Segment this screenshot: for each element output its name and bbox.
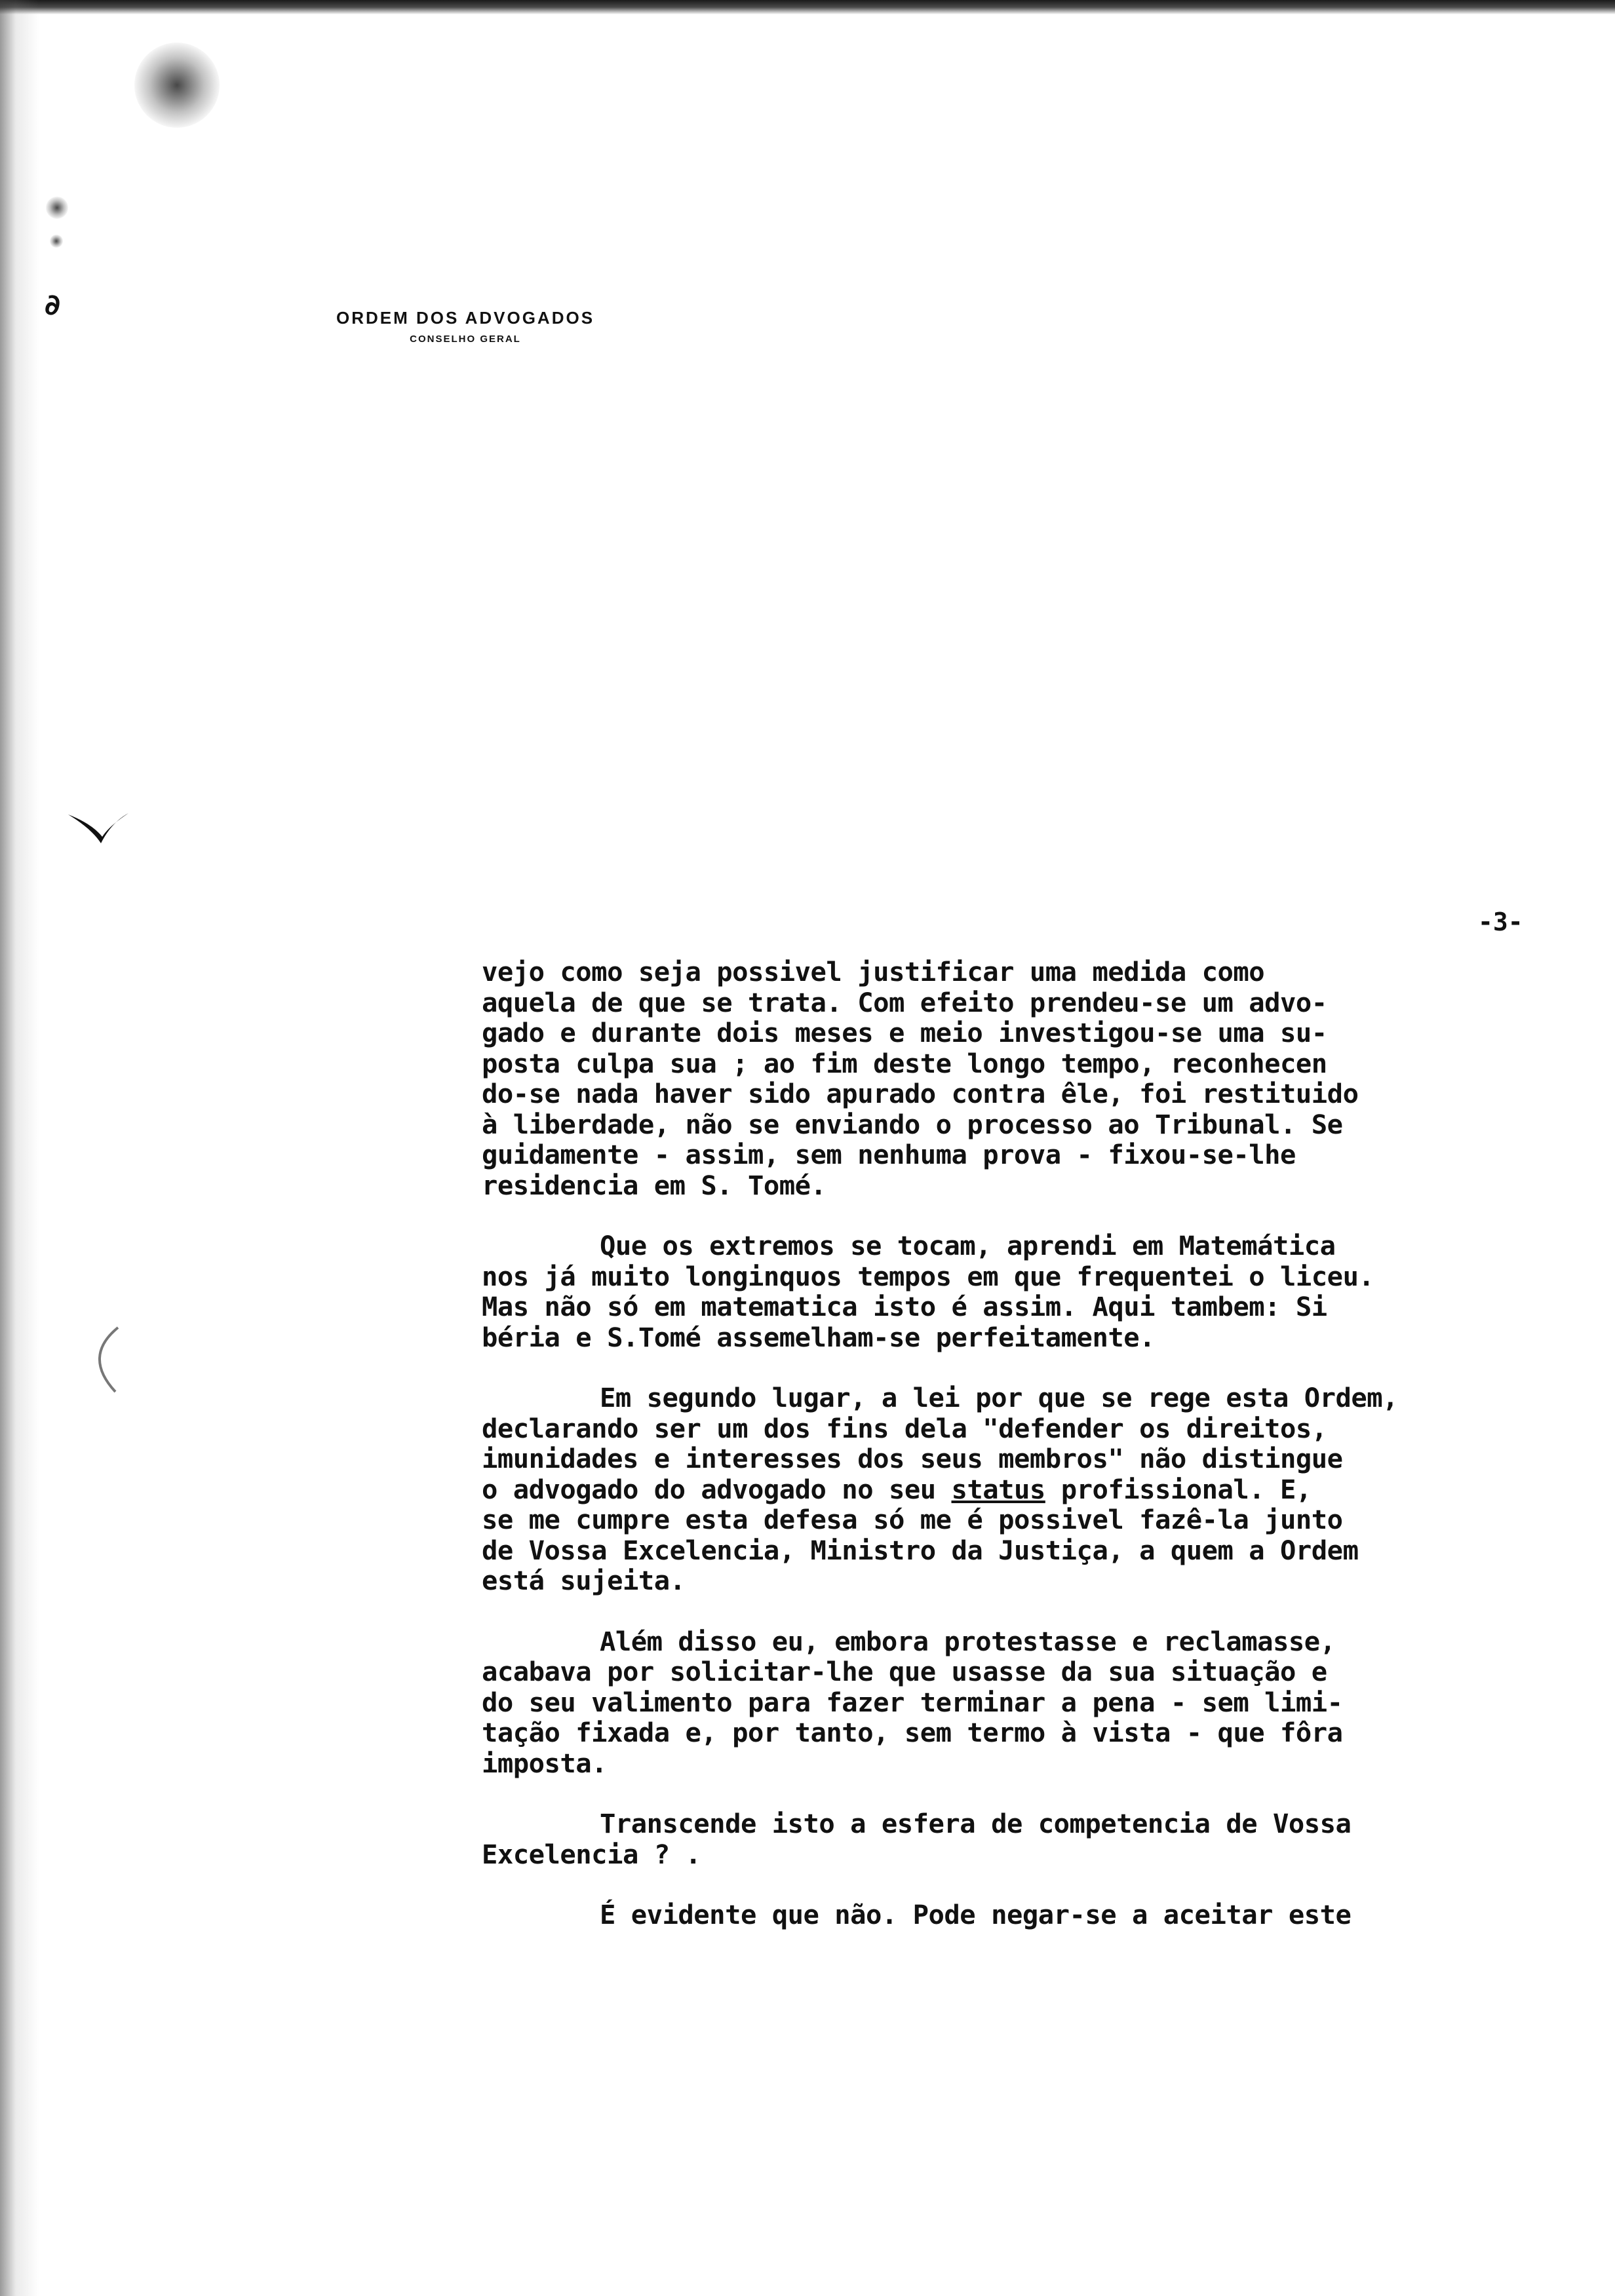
organization-subtitle: CONSELHO GERAL <box>410 334 521 345</box>
text-line: nos já muito longinquos tempos em que frequentei o liceu. <box>482 1260 1374 1292</box>
text-line: declarando ser um dos fins dela "defender os direitos, <box>482 1412 1327 1444</box>
text-line: guidamente - assim, sem nenhuma prova - fixou-se-lhe <box>482 1139 1296 1170</box>
check-mark-icon <box>66 809 131 849</box>
page-number: -3- <box>1478 908 1523 936</box>
text-line: posta culpa sua ; ao fim deste longo tempo, reconhecen <box>482 1047 1327 1079</box>
text-line: Mas não só em matematica isto é assim. Aqui tambem: Si <box>482 1291 1327 1322</box>
text-line: à liberdade, não se enviando o processo ao Tribunal. Se <box>482 1108 1343 1140</box>
text-line: imposta. <box>482 1747 608 1779</box>
text-line: residencia em S. Tomé. <box>482 1169 827 1201</box>
scan-top-edge <box>0 0 1615 14</box>
text-line: Excelencia ? . <box>482 1838 701 1870</box>
text-line: acabava por solicitar-lhe que usasse da sua situação e <box>482 1656 1327 1687</box>
text-line: Além disso eu, embora protestasse e reclamasse, <box>600 1625 1336 1657</box>
organization-name: ORDEM DOS ADVOGADOS <box>336 308 595 328</box>
text-line: aquela de que se trata. Com efeito prendeu-se um advo- <box>482 986 1327 1018</box>
text-line: imunidades e interesses dos seus membros" não distingue <box>482 1443 1343 1474</box>
underlined-term: status <box>951 1473 1045 1505</box>
text-line: Em segundo lugar, a lei por que se rege esta Ordem, <box>600 1382 1399 1413</box>
binding-mark: ∂ <box>45 288 60 322</box>
paragraph <box>482 957 1544 1200</box>
text-line: gado e durante dois meses e meio investigou-se uma su- <box>482 1017 1327 1048</box>
ink-dot <box>46 197 68 219</box>
margin-arc <box>72 1324 125 1396</box>
text-line: Que os extremos se tocam, aprendi em Matemática <box>600 1230 1336 1261</box>
paragraph <box>482 1808 1544 1869</box>
text-line: tação fixada e, por tanto, sem termo à vista - que fôra <box>482 1717 1343 1748</box>
ink-smudge <box>134 43 220 128</box>
ink-dot <box>50 235 63 248</box>
paragraph <box>482 1626 1544 1779</box>
scan-left-edge <box>0 0 39 2296</box>
text-line: do seu valimento para fazer terminar a pena - sem limi- <box>482 1686 1343 1718</box>
text-line: se me cumpre esta defesa só me é possivel fazê-la junto <box>482 1504 1343 1535</box>
paragraph <box>482 1900 1544 1930</box>
text-line: béria e S.Tomé assemelham-se perfeitamente. <box>482 1321 1155 1353</box>
letterhead <box>308 308 623 345</box>
paragraph <box>482 1231 1544 1352</box>
text-line-underlined: o advogado do advogado no seu status profissional. E, <box>482 1473 1312 1505</box>
text-line: do-se nada haver sido apurado contra êle, foi restituido <box>482 1078 1359 1109</box>
text-line: vejo como seja possivel justificar uma medida como <box>482 956 1265 987</box>
text-line: Transcende isto a esfera de competencia de Vossa <box>600 1808 1352 1839</box>
paragraph <box>482 1383 1544 1596</box>
text-line: É evidente que não. Pode negar-se a aceitar este <box>600 1899 1352 1930</box>
letter-body <box>482 957 1544 1961</box>
text-line: de Vossa Excelencia, Ministro da Justiça, a quem a Ordem <box>482 1534 1359 1566</box>
text-line: está sujeita. <box>482 1565 686 1596</box>
